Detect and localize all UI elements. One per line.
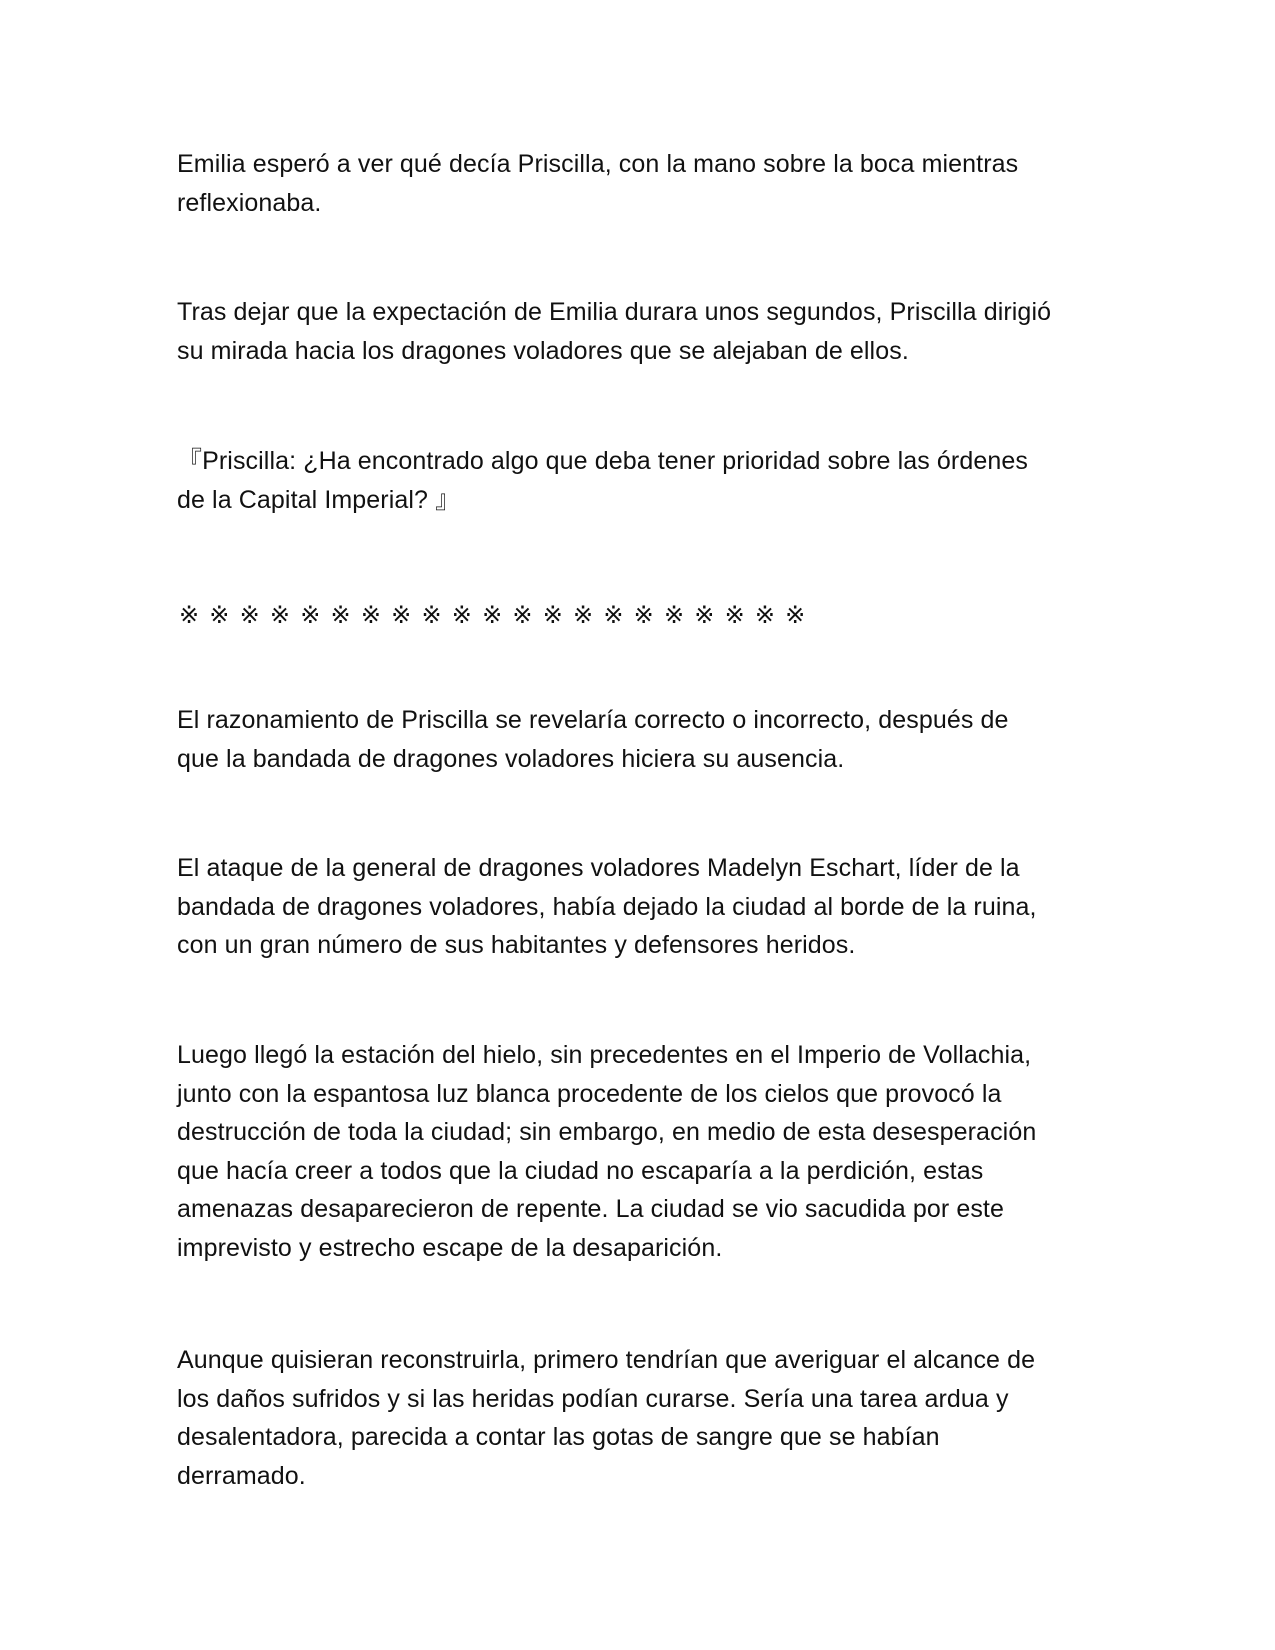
paragraph-reasoning bbox=[177, 701, 1107, 778]
text-line: que la bandada de dragones voladores hiciera su ausencia. bbox=[177, 744, 845, 773]
paragraph-ice-season bbox=[177, 1036, 1107, 1267]
text-line: Tras dejar que la expectación de Emilia durara unos segundos, Priscilla dirigió bbox=[177, 298, 1052, 326]
text-line: con un gran número de sus habitantes y defensores heridos. bbox=[177, 931, 856, 959]
text-line: que hacía creer a todos que la ciudad no escaparía a la perdición, estas bbox=[177, 1156, 984, 1185]
text-line: junto con la espantosa luz blanca procedente de los cielos que provocó la bbox=[177, 1079, 1002, 1108]
paragraph-priscilla-looks bbox=[177, 293, 1107, 370]
text-line: bandada de dragones voladores, había dejado la ciudad al borde de la ruina, bbox=[177, 892, 1037, 921]
text-line: desalentadora, parecida a contar las gotas de sangre que se habían bbox=[177, 1423, 940, 1451]
dialogue-line: 『Priscilla: ¿Ha encontrado algo que deba tener prioridad sobre las órdenes bbox=[177, 447, 1028, 475]
dialogue-line: de la Capital Imperial? 』 bbox=[177, 485, 461, 514]
text-line: su mirada hacia los dragones voladores que se alejaban de ellos. bbox=[177, 336, 909, 365]
text-line: destrucción de toda la ciudad; sin embargo, en medio de esta desesperación bbox=[177, 1118, 1037, 1146]
text-line: Emilia esperó a ver qué decía Priscilla, con la mano sobre la boca mientras bbox=[177, 150, 1019, 178]
text-line: Aunque quisieran reconstruirla, primero tendrían que averiguar el alcance de bbox=[177, 1346, 1036, 1374]
text-line: El ataque de la general de dragones voladores Madelyn Eschart, líder de la bbox=[177, 854, 1020, 882]
paragraph-reconstruction bbox=[177, 1341, 1107, 1495]
text-line: imprevisto y estrecho escape de la desaparición. bbox=[177, 1233, 723, 1262]
paragraph-attack bbox=[177, 849, 1107, 965]
text-line: El razonamiento de Priscilla se revelaría correcto o incorrecto, después de bbox=[177, 706, 1009, 734]
text-line: Luego llegó la estación del hielo, sin precedentes en el Imperio de Vollachia, bbox=[177, 1041, 1032, 1069]
text-line: derramado. bbox=[177, 1461, 306, 1490]
paragraph-emilia-waits bbox=[177, 145, 1107, 222]
text-line: amenazas desaparecieron de repente. La ciudad se vio sacudida por este bbox=[177, 1195, 1004, 1223]
scene-separator: ※※※※※※※※※※※※※※※※※※※※※ bbox=[179, 601, 816, 629]
text-line: reflexionaba. bbox=[177, 188, 322, 217]
text-line: los daños sufridos y si las heridas podían curarse. Sería una tarea ardua y bbox=[177, 1384, 1009, 1413]
paragraph-priscilla-dialogue bbox=[177, 442, 1107, 519]
